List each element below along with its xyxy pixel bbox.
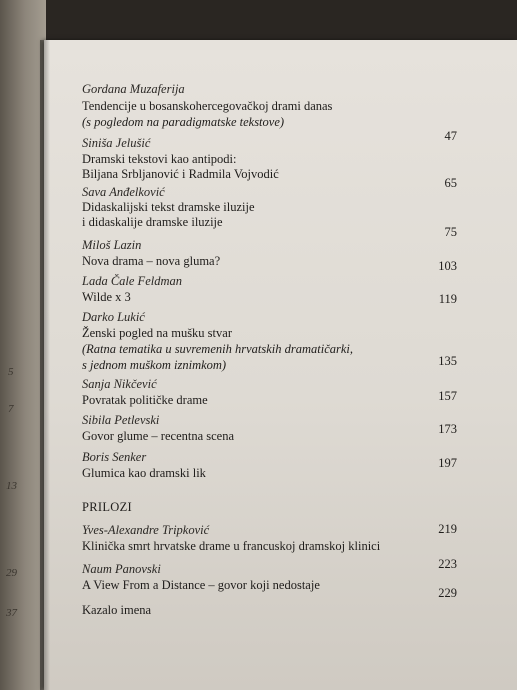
toc-page-number: 119	[438, 292, 457, 306]
toc-page-number: 65	[444, 176, 457, 190]
toc-title: Biljana Srbljanović i Radmila Vojvodić	[82, 167, 279, 181]
left-margin-number: 5	[8, 366, 14, 378]
toc-author: Sava Anđelković	[82, 185, 165, 199]
left-margin-number: 29	[6, 567, 17, 579]
toc-title: Ženski pogled na mušku stvar	[82, 326, 232, 340]
toc-index-title: Kazalo imena	[82, 603, 152, 617]
left-margin-number: 13	[6, 480, 17, 492]
toc-title: Dramski tekstovi kao antipodi:	[82, 152, 237, 166]
toc-title: Govor glume – recentna scena	[82, 429, 235, 443]
left-margin-number: 7	[8, 403, 14, 415]
toc-subtitle: s jednom muškom iznimkom)	[82, 358, 227, 372]
toc-title: Klinička smrt hrvatske drame u francuskoj dramskoj klinici	[82, 539, 381, 553]
toc-page-number: 229	[438, 586, 457, 600]
toc-page-number: 219	[438, 522, 457, 536]
toc-author: Sanja Nikčević	[82, 377, 157, 391]
toc-author: Siniša Jelušić	[82, 136, 151, 150]
toc-title: Wilde x 3	[82, 290, 131, 304]
toc-author: Miloš Lazin	[82, 238, 142, 252]
toc-author: Sibila Petlevski	[82, 413, 160, 427]
toc-author: Gordana Muzaferija	[82, 82, 185, 96]
toc-page-number: 157	[438, 389, 457, 403]
toc-page-number: 75	[444, 225, 457, 239]
toc-author: Lada Čale Feldman	[82, 274, 182, 288]
toc-page-number: 135	[438, 354, 457, 368]
toc-title: Didaskalijski tekst dramske iluzije	[82, 200, 255, 214]
toc-author: Yves-Alexandre Tripković	[82, 523, 210, 537]
left-margin-number: 37	[6, 607, 17, 619]
toc-author: Naum Panovski	[82, 562, 161, 576]
toc-page-number: 173	[438, 422, 457, 436]
toc-subtitle: (Ratna tematika u suvremenih hrvatskih dramatičarki,	[82, 342, 354, 356]
toc-page-number: 47	[444, 129, 457, 143]
toc-subtitle: (s pogledom na paradigmatske tekstove)	[82, 115, 285, 129]
toc-title: Glumica kao dramski lik	[82, 466, 206, 480]
toc-title: Povratak političke drame	[82, 393, 208, 407]
toc-title: A View From a Distance – govor koji nedostaje	[82, 578, 320, 592]
toc-author: Boris Senker	[82, 450, 147, 464]
toc-page-number: 103	[438, 259, 457, 273]
toc-author: Darko Lukić	[82, 310, 145, 324]
toc-title: Tendencije u bosanskohercegovačkoj drami danas	[82, 99, 333, 113]
toc-title: Nova drama – nova gluma?	[82, 254, 221, 268]
toc-title: i didaskalije dramske iluzije	[82, 215, 223, 229]
toc-page-number: 223	[438, 557, 457, 571]
section-heading: PRILOZI	[82, 500, 133, 514]
toc-page-number: 197	[438, 456, 457, 470]
